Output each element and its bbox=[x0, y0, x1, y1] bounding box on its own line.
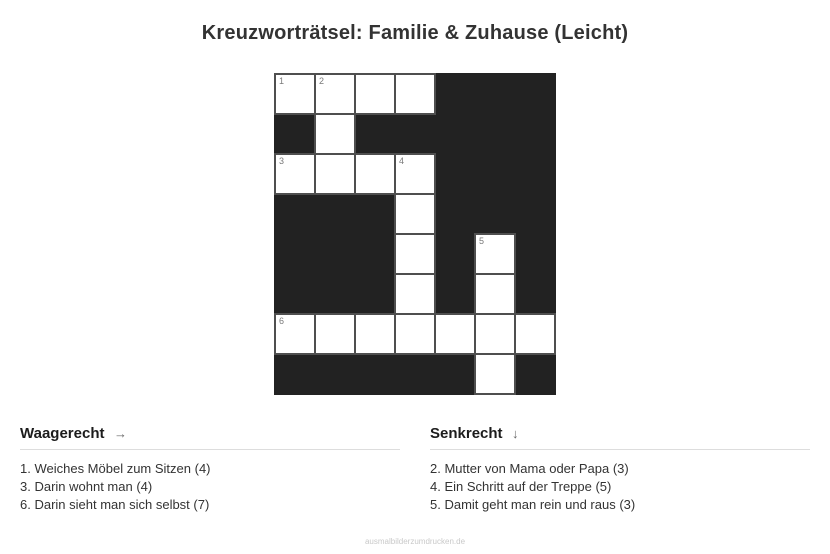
grid-cell-r7c5 bbox=[474, 353, 516, 395]
grid-cell-r6c2 bbox=[354, 313, 396, 355]
grid-cell-r0c0 bbox=[274, 73, 316, 115]
grid-cell-r3c3 bbox=[394, 193, 436, 235]
grid-cell-r4c3 bbox=[394, 233, 436, 275]
page-title: Kreuzworträtsel: Familie & Zuhause (Leicht) bbox=[201, 22, 629, 44]
across-heading-row bbox=[20, 425, 400, 450]
grid-cell-r6c4 bbox=[434, 313, 476, 355]
clue-item: 3. Darin wohnt man (4) bbox=[20, 479, 153, 494]
grid-cell-r6c0 bbox=[274, 313, 316, 355]
cell-number: 1 bbox=[279, 76, 285, 86]
grid-cell-r1c1 bbox=[314, 113, 356, 155]
cell-number: 2 bbox=[319, 76, 325, 86]
arrow-down-icon: ↓ bbox=[512, 426, 519, 441]
grid-cell-r5c3 bbox=[394, 273, 436, 315]
grid-cell-r2c2 bbox=[354, 153, 396, 195]
cell-number: 5 bbox=[479, 236, 485, 246]
clue-item: 2. Mutter von Mama oder Papa (3) bbox=[430, 461, 629, 476]
grid-cell-r0c1 bbox=[314, 73, 356, 115]
grid-cell-r2c1 bbox=[314, 153, 356, 195]
grid-cell-r6c1 bbox=[314, 313, 356, 355]
across-clue-list bbox=[20, 460, 400, 514]
footer-watermark: ausmalbilderzumdrucken.de bbox=[364, 537, 466, 546]
cell-number: 4 bbox=[399, 156, 405, 166]
grid-cell-r0c3 bbox=[394, 73, 436, 115]
down-clues-column bbox=[430, 425, 810, 514]
grid-cell-r6c6 bbox=[514, 313, 556, 355]
down-heading-row bbox=[430, 425, 810, 450]
across-clues-column bbox=[20, 425, 400, 514]
grid-cell-r6c5 bbox=[474, 313, 516, 355]
clue-item: 6. Darin sieht man sich selbst (7) bbox=[20, 497, 210, 512]
arrow-right-icon: → bbox=[113, 426, 127, 441]
cell-number: 3 bbox=[279, 156, 285, 166]
grid-cell-r4c5 bbox=[474, 233, 516, 275]
grid-cell-r2c3 bbox=[394, 153, 436, 195]
clue-item: 1. Weiches Möbel zum Sitzen (4) bbox=[20, 461, 211, 476]
grid-cell-r2c0 bbox=[274, 153, 316, 195]
grid-cell-r6c3 bbox=[394, 313, 436, 355]
down-clue-list bbox=[430, 460, 810, 514]
clue-item: 5. Damit geht man rein und raus (3) bbox=[430, 497, 636, 512]
grid-cell-r5c5 bbox=[474, 273, 516, 315]
down-heading: Senkrecht bbox=[430, 425, 503, 442]
crossword-grid bbox=[274, 73, 556, 395]
grid-cell-r0c2 bbox=[354, 73, 396, 115]
clues-section bbox=[20, 425, 810, 514]
cell-number: 6 bbox=[279, 316, 285, 326]
across-heading: Waagerecht bbox=[20, 425, 105, 442]
clue-item: 4. Ein Schritt auf der Treppe (5) bbox=[430, 479, 612, 494]
crossword-page bbox=[0, 22, 830, 546]
